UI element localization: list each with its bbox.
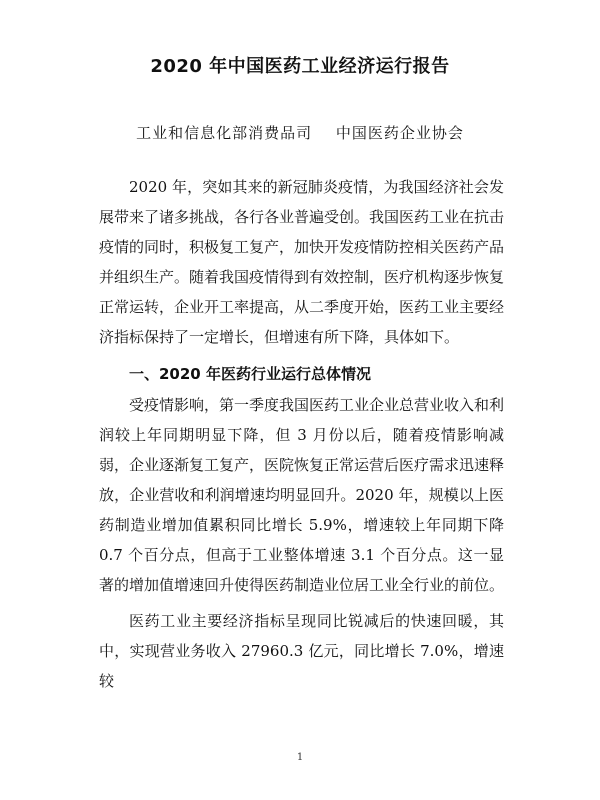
body-paragraph-2: 医药工业主要经济指标呈现同比锐减后的快速回暖，其中，实现营业务收入 27960.3 亿元，同比增长 7.0%，增速较 [99,612,504,690]
section-heading: 一、2020 年医药行业运行总体情况 [129,365,371,383]
intro-paragraph: 2020 年，突如其来的新冠肺炎疫情，为我国经济社会发展带来了诸多挑战，各行各业普遍受创。我国医药工业在抗击疫情的同时，积极复工复产，加快开发疫情防控相关医药产品并组织生产。随着我国疫情得到有效控制，医疗机构逐步恢复正常运转，企业开工率提高，从二季度开始，医药工业主要经济指标保持了一定增长，但增速有所下降，具体如下。 [99,178,505,346]
document-authors: 工业和信息化部消费品司 中国医药企业协会 [136,124,464,142]
page-number: 1 [296,752,304,763]
body-paragraph-1: 受疫情影响，第一季度我国医药工业企业总营业收入和利润较上年同期明显下降，但 3 月份以后，随着疫情影响减弱，企业逐渐复工复产，医院恢复正常运营后医疗需求迅速释放，企业营收和利润增速均明显回升。2020 年，规模以上医药制造业增加值累积同比增长 5.9%，增速较上年同期下降 0.7 个百分点，但高于工业整体增速 3.1 个百分点。这一显著的增加值增速回升使得医药制造业位居工业全行业的前位。 [99,396,505,594]
document-title: 2020 年中国医药工业经济运行报告 [150,56,450,77]
document-body [99,172,504,696]
